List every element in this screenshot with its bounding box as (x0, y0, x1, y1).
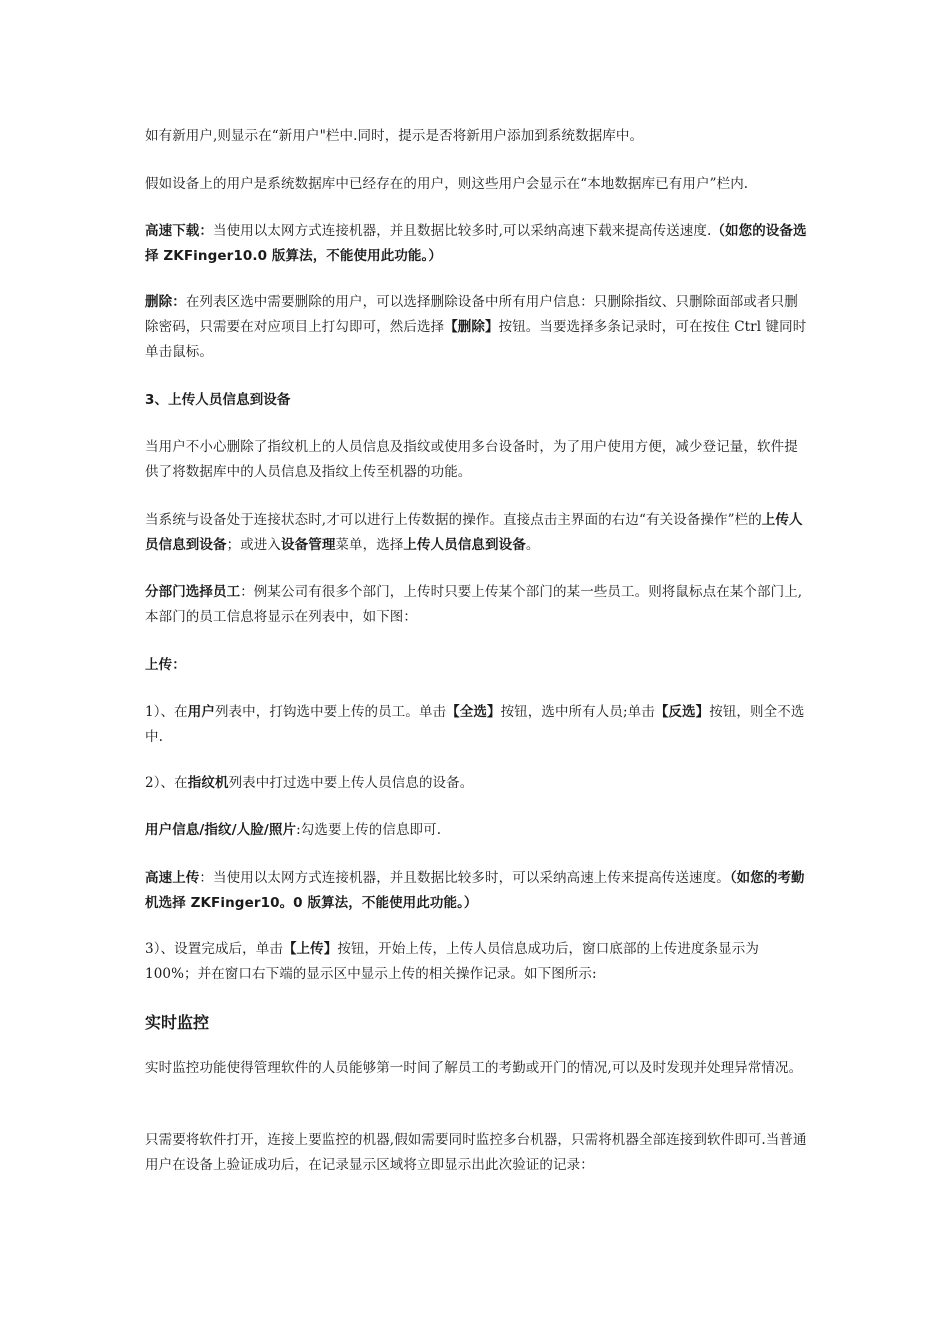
note-text: （如您的设备选择 ZKFinger10.0 版算法，不能使用此功能。） (145, 223, 807, 264)
term-label: 用户信息/指纹/人脸/照片 (145, 822, 297, 838)
paragraph-text: ：例某公司有很多个部门，上传时只要上传某个部门的某一些员工。则将鼠标点在某个部门上,本部门的员工信息将显示在列表中，如下图： (145, 584, 803, 625)
paragraph-text: 按钮。当要选择多条记录时，可在按住 Ctrl 键同时单击鼠标。 (145, 319, 807, 360)
paragraph-upload-access (145, 508, 810, 558)
paragraph-by-department (145, 580, 810, 630)
paragraph-high-speed-download (145, 219, 810, 269)
paragraph-upload-intro (145, 435, 810, 485)
button-reference: 【删除】 (444, 319, 499, 335)
paragraph-text: ：当使用以太网方式连接机器，并且数据比较多时，可以采纳高速上传来提高传送速度。 (199, 870, 730, 886)
paragraph-text: 只需要将软件打开，连接上要监控的机器,假如需要同时监控多台机器，只需将机器全部连接到软件即可.当普通用户在设备上验证成功后，在记录显示区域将立即显示出此次验证的记录： (145, 1132, 807, 1173)
paragraph-text: 按钮，开始上传，上传人员信息成功后，窗口底部的上传进度条显示为 100%；并在窗口右下端的显示区中显示上传的相关操作记录。如下图所示: (145, 941, 759, 982)
section-heading-monitor: 实时监控 (145, 1013, 210, 1032)
paragraph-text: 实时监控功能使得管理软件的人员能够第一时间了解员工的考勤或开门的情况,可以及时发现并处理异常情况。 (145, 1060, 803, 1076)
paragraph-text: 假如设备上的用户是系统数据库中已经存在的用户，则这些用户会显示在“本地数据库已有用户”栏内. (145, 176, 749, 192)
term-label: 高速上传 (145, 870, 200, 886)
paragraph-upload-options (145, 818, 810, 843)
paragraph-monitor-usage (145, 1128, 810, 1178)
section-title-text: 3、上传人员信息到设备 (145, 392, 291, 408)
upload-label-text: 上传： (145, 657, 186, 673)
paragraph-text: 在列表区选中需要删除的用户，可以选择删除设备中所有用户信息：只删除指纹、只删除面部或者只删除密码，只需要在对应项目上打勾即可，然后选择 (145, 294, 798, 335)
list-reference: 用户 (187, 704, 215, 720)
menu-reference: 上传人员信息到设备 (145, 512, 803, 553)
paragraph-existing-users (145, 172, 810, 197)
paragraph-delete (145, 290, 810, 365)
menu-reference: 上传人员信息到设备 (403, 537, 526, 553)
paragraph-step-2 (145, 771, 810, 796)
upload-label (145, 653, 810, 678)
paragraph-text: 按钮，则全不选中. (145, 704, 805, 745)
section-title (145, 388, 810, 413)
paragraph-text: 当用户不小心删除了指纹机上的人员信息及指纹或使用多台设备时，为了用户使用方便，减少登记量，软件提供了将数据库中的人员信息及指纹上传至机器的功能。 (145, 439, 798, 480)
paragraph-text: 按钮，选中所有人员;单击 (500, 704, 655, 720)
paragraph-monitor-intro (145, 1056, 810, 1081)
paragraph-text: ；或进入 (226, 537, 282, 553)
term-label: 分部门选择员工 (145, 584, 241, 600)
button-reference: 【反选】 (654, 704, 710, 720)
paragraph-text: 菜单，选择 (335, 537, 404, 553)
term-label: 删除： (145, 294, 186, 310)
list-reference: 指纹机 (187, 775, 229, 791)
paragraph-text: 列表中打过选中要上传人员信息的设备。 (228, 775, 474, 791)
button-reference: 【全选】 (446, 704, 501, 720)
paragraph-text: 1）、在 (145, 704, 188, 720)
paragraph-high-speed-upload (145, 866, 810, 916)
note-text: （如您的考勤机选择 ZKFinger10。0 版算法，不能使用此功能。） (145, 870, 805, 911)
paragraph-text: :勾选要上传的信息即可. (296, 822, 442, 838)
paragraph-text: 当使用以太网方式连接机器，并且数据比较多时,可以采纳高速下载来提高传送速度. (213, 223, 712, 239)
paragraph-text: 如有新用户,则显示在“新用户"栏中.同时，提示是否将新用户添加到系统数据库中。 (145, 128, 644, 144)
paragraph-text: 当系统与设备处于连接状态时,才可以进行上传数据的操作。直接点击主界面的右边“有关设备操作”栏的 (145, 512, 762, 528)
paragraph-text: 3）、设置完成后，单击 (145, 941, 283, 957)
paragraph-text: 2）、在 (145, 775, 188, 791)
paragraph-text: 列表中，打钩选中要上传的员工。单击 (214, 704, 447, 720)
paragraph-text: 。 (525, 537, 540, 553)
paragraph-step-1 (145, 700, 810, 750)
menu-reference: 设备管理 (281, 537, 336, 553)
term-label: 高速下载： (145, 223, 213, 239)
paragraph-new-users (145, 124, 810, 149)
button-reference: 【上传】 (282, 941, 338, 957)
paragraph-step-3 (145, 937, 810, 987)
